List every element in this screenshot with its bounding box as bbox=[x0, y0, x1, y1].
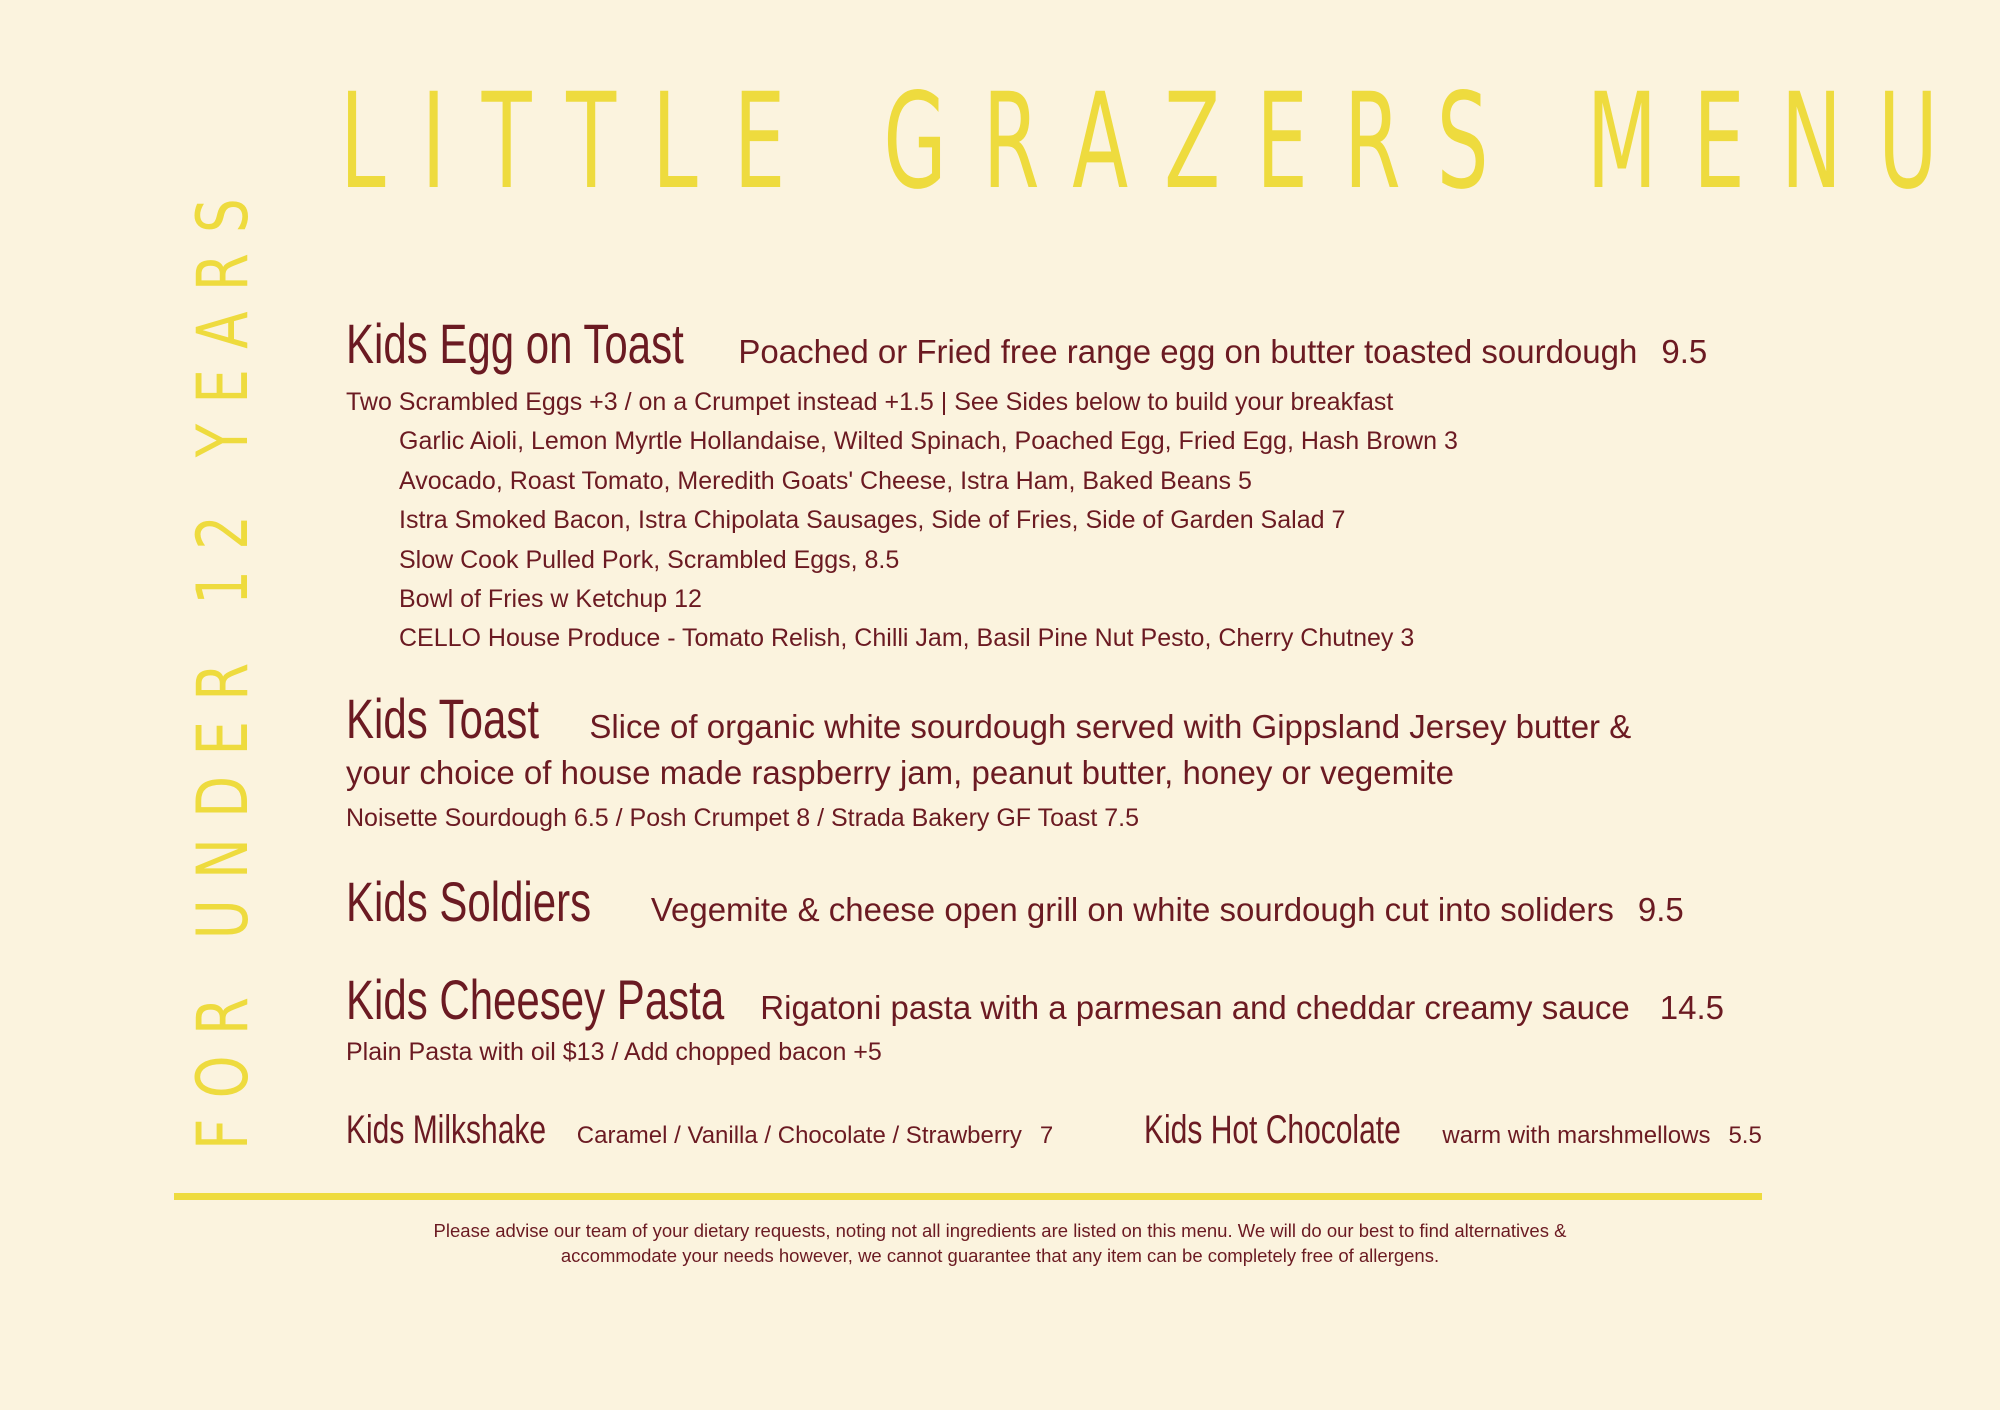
dish-description: Rigatoni pasta with a parmesan and cheddar creamy sauce bbox=[760, 989, 1630, 1026]
side-line: Bowl of Fries w Ketchup 12 bbox=[399, 585, 702, 613]
dish-name: Kids Milkshake bbox=[346, 1108, 547, 1152]
side-line: Avocado, Roast Tomato, Meredith Goats' Cheese, Istra Ham, Baked Beans 5 bbox=[399, 467, 1252, 495]
item-soldiers bbox=[346, 870, 1684, 934]
side-line: CELLO House Produce - Tomato Relish, Chilli Jam, Basil Pine Nut Pesto, Cherry Chutney 3 bbox=[399, 624, 1415, 652]
age-side-label-text: FOR UNDER 12 YEARS bbox=[182, 178, 264, 1150]
toast-description-line2: your choice of house made raspberry jam, peanut butter, honey or vegemite bbox=[346, 754, 1454, 791]
dish-price: 7 bbox=[1039, 1122, 1054, 1149]
allergen-disclaimer bbox=[330, 1218, 1670, 1268]
item-hot-chocolate bbox=[1144, 1106, 1762, 1154]
menu-title: LITTLE GRAZERS MENU bbox=[340, 65, 1974, 219]
side-line: Istra Smoked Bacon, Istra Chipolata Sausages, Side of Fries, Side of Garden Salad 7 bbox=[399, 506, 1346, 534]
age-side-label bbox=[178, 178, 268, 1150]
pasta-options: Plain Pasta with oil $13 / Add chopped bacon +5 bbox=[346, 1038, 882, 1066]
dish-description: warm with marshmellows bbox=[1442, 1122, 1711, 1149]
toast-options: Noisette Sourdough 6.5 / Posh Crumpet 8 / Strada Bakery GF Toast 7.5 bbox=[346, 804, 1140, 832]
dish-price: 9.5 bbox=[1637, 891, 1684, 928]
item-milkshake bbox=[346, 1106, 1053, 1154]
dish-description: Slice of organic white sourdough served with Gippsland Jersey butter & bbox=[589, 708, 1632, 745]
disclaimer-line: Please advise our team of your dietary requests, noting not all ingredients are listed on this menu. We will do our best to find alternatives & bbox=[433, 1220, 1567, 1241]
item-cheesey-pasta bbox=[346, 968, 1724, 1032]
dish-name: Kids Hot Chocolate bbox=[1144, 1108, 1401, 1152]
dish-name: Kids Cheesey Pasta bbox=[346, 968, 725, 1031]
dish-description: Vegemite & cheese open grill on white sourdough cut into soliders bbox=[650, 891, 1614, 928]
dish-price: 14.5 bbox=[1659, 989, 1725, 1026]
dish-description: Poached or Fried free range egg on butter toasted sourdough bbox=[738, 333, 1638, 370]
item-toast bbox=[346, 687, 1631, 751]
dish-price: 5.5 bbox=[1728, 1122, 1762, 1149]
side-line: Garlic Aioli, Lemon Myrtle Hollandaise, Wilted Spinach, Poached Egg, Fried Egg, Hash Brown 3 bbox=[399, 427, 1458, 455]
dish-description: Caramel / Vanilla / Chocolate / Strawberry bbox=[576, 1122, 1022, 1149]
item-egg-on-toast bbox=[346, 312, 1707, 376]
dish-name: Kids Soldiers bbox=[346, 870, 592, 933]
dish-name: Kids Egg on Toast bbox=[346, 312, 684, 375]
egg-options: Two Scrambled Eggs +3 / on a Crumpet instead +1.5 | See Sides below to build your breakfast bbox=[346, 388, 1394, 416]
dish-price: 9.5 bbox=[1661, 333, 1708, 370]
divider-rule bbox=[174, 1193, 1762, 1200]
dish-name: Kids Toast bbox=[346, 687, 540, 750]
disclaimer-line: accommodate your needs however, we cannot guarantee that any item can be completely free of allergens. bbox=[560, 1245, 1440, 1266]
side-line: Slow Cook Pulled Pork, Scrambled Eggs, 8.5 bbox=[399, 546, 900, 574]
